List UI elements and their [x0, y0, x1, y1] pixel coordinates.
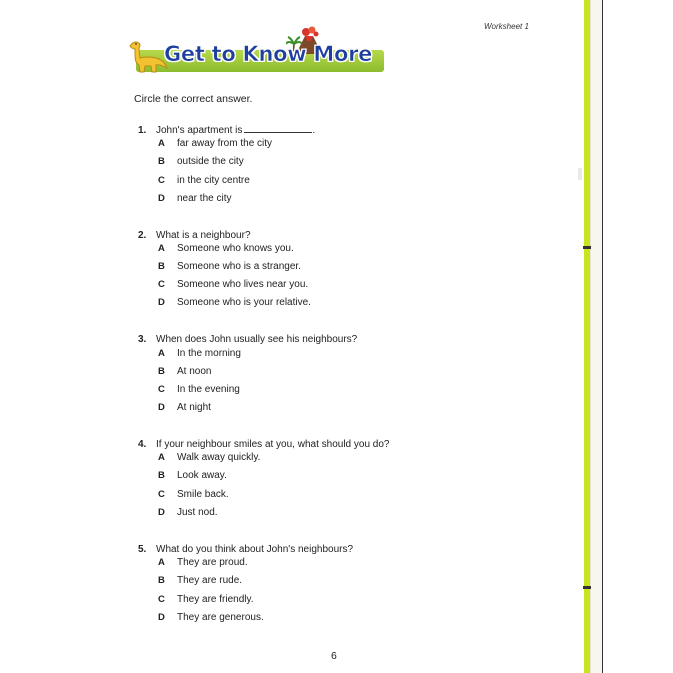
option-4b[interactable] [158, 470, 227, 481]
option-letter: B [158, 261, 165, 272]
option-3c[interactable] [158, 384, 240, 395]
option-text: Smile back. [177, 489, 229, 500]
option-5b[interactable] [158, 575, 242, 586]
option-letter: B [158, 156, 165, 167]
question-number: 5. [138, 544, 147, 555]
title-banner [126, 26, 386, 78]
question-5 [138, 539, 353, 557]
option-4a[interactable] [158, 452, 260, 463]
option-text: Look away. [177, 470, 227, 481]
option-1c[interactable] [158, 175, 250, 186]
option-letter: C [158, 175, 165, 186]
option-text: Someone who knows you. [177, 243, 294, 254]
option-letter: B [158, 470, 165, 481]
option-letter: D [158, 193, 165, 204]
page-number: 6 [331, 650, 337, 662]
banner-title: Get to Know More [164, 42, 373, 66]
edge-mark [583, 246, 591, 249]
option-1d[interactable] [158, 193, 231, 204]
option-text: They are proud. [177, 557, 248, 568]
question-3 [138, 329, 357, 347]
instruction-text: Circle the correct answer. [134, 93, 253, 105]
question-text: If your neighbour smiles at you, what should you do? [156, 439, 390, 450]
question-text: When does John usually see his neighbours? [156, 334, 358, 345]
option-2a[interactable] [158, 243, 294, 254]
option-letter: C [158, 489, 165, 500]
option-letter: C [158, 594, 165, 605]
question-4 [138, 434, 389, 452]
question-text: What do you think about John's neighbours? [156, 544, 354, 555]
option-2d[interactable] [158, 297, 311, 308]
option-letter: C [158, 279, 165, 290]
question-text: What is a neighbour? [156, 230, 251, 241]
option-letter: C [158, 384, 165, 395]
option-4d[interactable] [158, 507, 218, 518]
question-number: 4. [138, 439, 147, 450]
option-5c[interactable] [158, 594, 254, 605]
dinosaur-icon [126, 38, 168, 74]
option-text: far away from the city [177, 138, 273, 149]
option-2c[interactable] [158, 279, 308, 290]
question-text: John's apartment is [156, 125, 243, 136]
question-1 [138, 120, 315, 138]
option-letter: B [158, 575, 165, 586]
question-number: 3. [138, 334, 147, 345]
option-text: They are friendly. [177, 594, 254, 605]
option-text: outside the city [177, 156, 244, 167]
option-1a[interactable] [158, 138, 272, 149]
option-letter: A [158, 557, 165, 568]
option-letter: B [158, 366, 165, 377]
option-3b[interactable] [158, 366, 211, 377]
option-letter: D [158, 612, 165, 623]
option-text: in the city centre [177, 175, 250, 186]
option-text: Walk away quickly. [177, 452, 261, 463]
worksheet-label: Worksheet 1 [484, 22, 529, 31]
option-4c[interactable] [158, 489, 229, 500]
option-letter: D [158, 297, 165, 308]
option-text: At night [177, 402, 211, 413]
option-text: Someone who is your relative. [177, 297, 311, 308]
question-number: 1. [138, 125, 147, 136]
question-2 [138, 225, 251, 243]
edge-mark [583, 586, 591, 589]
option-text: Someone who is a stranger. [177, 261, 301, 272]
question-number: 2. [138, 230, 147, 241]
option-letter: A [158, 452, 165, 463]
option-3a[interactable] [158, 348, 241, 359]
option-text: In the morning [177, 348, 241, 359]
option-letter: D [158, 402, 165, 413]
option-text: near the city [177, 193, 232, 204]
option-3d[interactable] [158, 402, 211, 413]
question-suffix: . [312, 125, 316, 136]
option-text: They are generous. [177, 612, 264, 623]
option-text: Someone who lives near you. [177, 279, 309, 290]
option-letter: D [158, 507, 165, 518]
option-text: Just nod. [177, 507, 218, 518]
option-2b[interactable] [158, 261, 301, 272]
answer-blank [244, 123, 312, 133]
option-1b[interactable] [158, 156, 244, 167]
option-letter: A [158, 138, 165, 149]
option-text: In the evening [177, 384, 240, 395]
option-5a[interactable] [158, 557, 248, 568]
option-5d[interactable] [158, 612, 264, 623]
option-text: They are rude. [177, 575, 243, 586]
option-text: At noon [177, 366, 212, 377]
page-edge-line [602, 0, 603, 673]
edge-notch [578, 168, 582, 180]
option-letter: A [158, 348, 165, 359]
option-letter: A [158, 243, 165, 254]
